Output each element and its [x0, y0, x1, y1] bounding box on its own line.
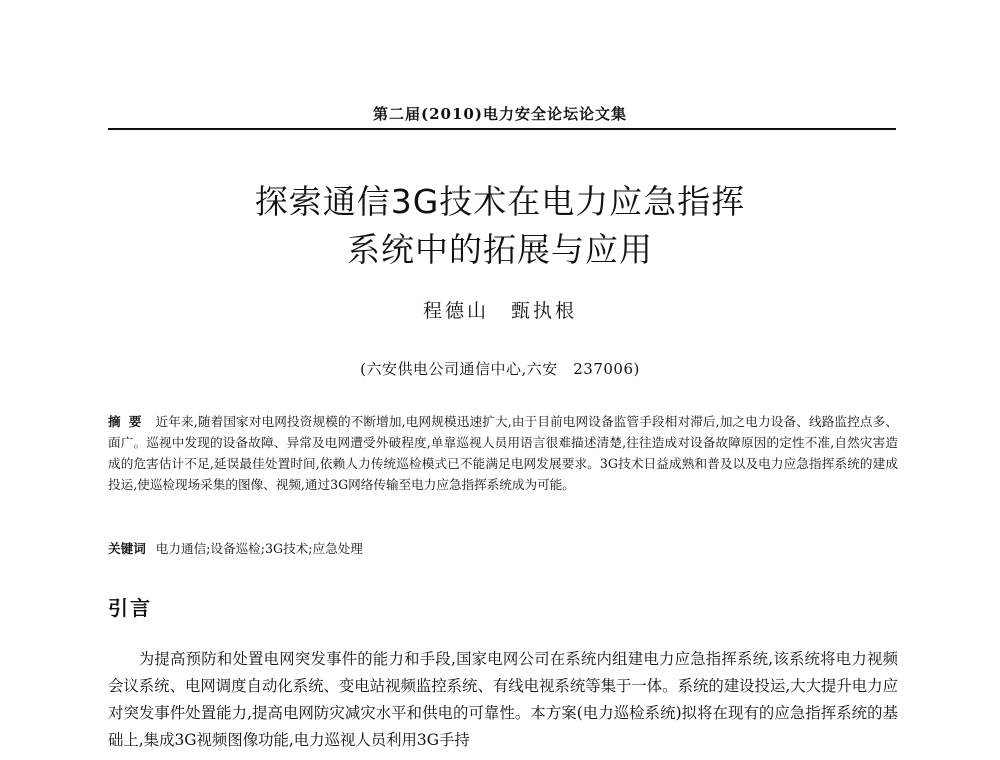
header-rule — [108, 128, 896, 130]
affiliation: (六安供电公司通信中心,六安 237006) — [360, 360, 640, 378]
abstract-label: 摘要 — [108, 414, 150, 429]
body-paragraph: 为提高预防和处置电网突发事件的能力和手段,国家电网公司在系统内组建电力应急指挥系统,该系统将电力视频会议系统、电网调度自动化系统、变电站视频监控系统、有线电视系统等集于一体。系统的建设投运,大大提升电力应对突发事件处置能力,提高电网防灾减灾水平和供电的可靠性。本方案(电力巡检系统)拟将在现有的应急指挥系统的基础上,集成3G视频图像功能,电力巡视人员利用3G手持 — [108, 650, 898, 749]
authors: 程德山 甄执根 — [422, 300, 577, 322]
title-line-2: 系统中的拓展与应用 — [347, 230, 653, 269]
keywords-text: 电力通信;设备巡检;3G技术;应急处理 — [155, 541, 363, 556]
title-line-1: 探索通信3G技术在电力应急指挥 — [254, 182, 746, 221]
keywords — [108, 538, 898, 559]
keywords-label: 关键词 — [108, 541, 146, 556]
abstract-text: 近年来,随着国家对电网投资规模的不断增加,电网规模迅速扩大,由于目前电网设备监管手段相对滞后,加之电力设备、线路监控点多、面广。巡视中发现的设备故障、异常及电网遭受外破程度,单靠巡视人员用语言很难描述清楚,往往造成对设备故障原因的定性不准,自然灾害造成的危害估计不足,延误最佳处置时间,依赖人力传统巡检模式已不能满足电网发展要求。3G技术日益成熟和普及以及电力应急指挥系统的建成投运,使巡检现场采集的图像、视频,通过3G网络传输至电力应急指挥系统成为可能。 — [108, 414, 899, 492]
running-header: 第二届(2010)电力安全论坛论文集 — [373, 105, 627, 123]
paper-title — [0, 178, 1000, 274]
abstract — [108, 411, 898, 495]
section-heading-introduction: 引言 — [108, 596, 152, 620]
